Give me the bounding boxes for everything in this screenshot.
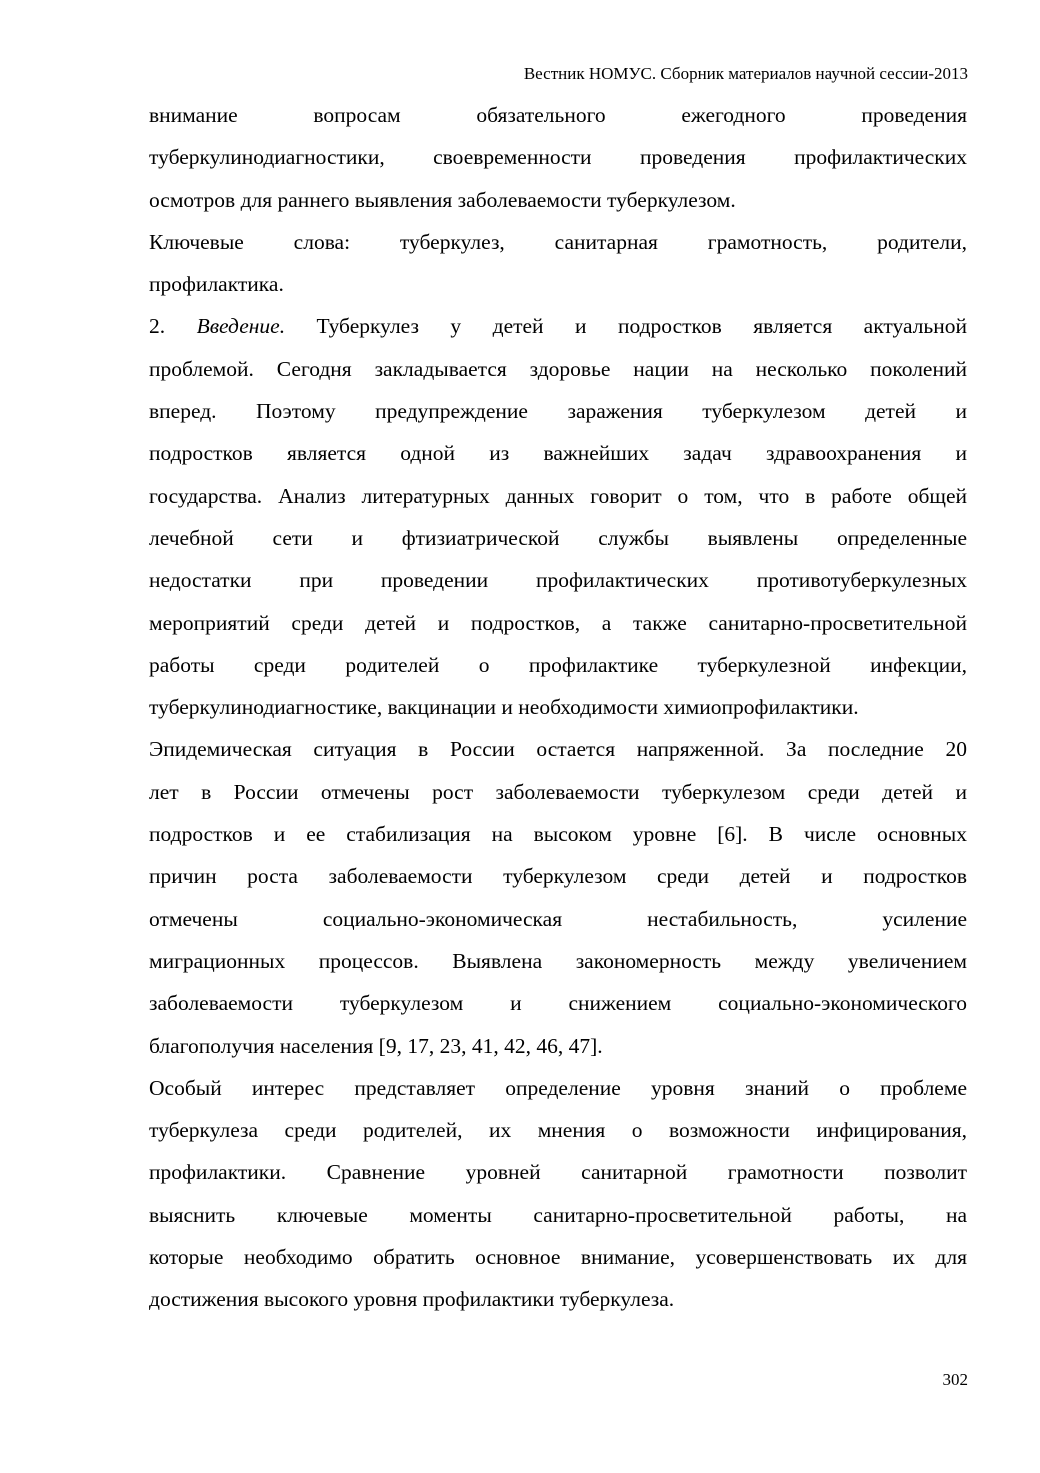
text-line: достижения высокого уровня профилактики туберкулеза. bbox=[149, 1287, 675, 1312]
text-line: выяснить ключевые моменты санитарно-просветительной работы, на bbox=[149, 1202, 967, 1227]
text-line: Ключевые слова: туберкулез, санитарная грамотность, родители, bbox=[149, 229, 967, 254]
text-line bbox=[149, 305, 967, 347]
text-line: внимание вопросам обязательного ежегодного проведения bbox=[149, 103, 967, 127]
text-line: подростков и ее стабилизация на высоком уровне [6]. В числе основных bbox=[149, 822, 967, 847]
section-heading: Введение. bbox=[196, 314, 286, 339]
text-line: Эпидемическая ситуация в России остается напряженной. За последние 20 bbox=[149, 737, 967, 762]
text-line: государства. Анализ литературных данных говорит о том, что в работе общей bbox=[149, 483, 967, 508]
text-line: осмотров для раннего выявления заболеваемости туберкулезом. bbox=[149, 187, 736, 212]
paragraph-abstract-end bbox=[149, 94, 967, 221]
paragraph-keywords bbox=[149, 221, 967, 306]
text-line: недостатки при проведении профилактических противотуберкулезных bbox=[149, 568, 967, 593]
body-text bbox=[149, 94, 967, 1321]
text-line: причин роста заболеваемости туберкулезом среди детей и подростков bbox=[149, 864, 967, 889]
text-line: подростков является одной из важнейших задач здравоохранения и bbox=[149, 441, 967, 466]
text-line-rest: Туберкулез у детей и подростков является актуальной bbox=[316, 314, 967, 339]
section-number: 2. bbox=[149, 314, 166, 339]
text-line: работы среди родителей о профилактике туберкулезной инфекции, bbox=[149, 652, 967, 677]
text-line: туберкулеза среди родителей, их мнения о возможности инфицирования, bbox=[149, 1118, 967, 1143]
text-line: лечебной сети и фтизиатрической службы выявлены определенные bbox=[149, 525, 967, 550]
text-line: мероприятий среди детей и подростков, а также санитарно-просветительной bbox=[149, 610, 967, 635]
text-line: миграционных процессов. Выявлена закономерность между увеличением bbox=[149, 948, 967, 973]
paragraph-introduction bbox=[149, 305, 967, 728]
text-line: отмечены социально-экономическая нестабильность, усиление bbox=[149, 906, 967, 931]
paragraph-epidemic bbox=[149, 728, 967, 1066]
text-line: проблемой. Сегодня закладывается здоровье нации на несколько поколений bbox=[149, 356, 967, 381]
page-number: 302 bbox=[942, 1370, 968, 1389]
text-line: которые необходимо обратить основное внимание, усовершенствовать их для bbox=[149, 1245, 967, 1270]
text-line: лет в России отмечены рост заболеваемости туберкулезом среди детей и bbox=[149, 779, 967, 804]
running-header: Вестник НОМУС. Сборник материалов научной сессии-2013 bbox=[523, 64, 968, 83]
text-line: туберкулинодиагностики, своевременности проведения профилактических bbox=[149, 145, 967, 170]
text-line: вперед. Поэтому предупреждение заражения туберкулезом детей и bbox=[149, 399, 967, 424]
text-line: Особый интерес представляет определение уровня знаний о проблеме bbox=[149, 1075, 967, 1100]
text-line: профилактики. Сравнение уровней санитарной грамотности позволит bbox=[149, 1160, 967, 1185]
text-line: заболеваемости туберкулезом и снижением социально-экономического bbox=[149, 991, 967, 1016]
text-line: профилактика. bbox=[149, 272, 284, 297]
paragraph-interest bbox=[149, 1067, 967, 1321]
text-line: благополучия населения [9, 17, 23, 41, 42, 46, 47]. bbox=[149, 1033, 603, 1058]
text-line: туберкулинодиагностике, вакцинации и необходимости химиопрофилактики. bbox=[149, 695, 859, 720]
